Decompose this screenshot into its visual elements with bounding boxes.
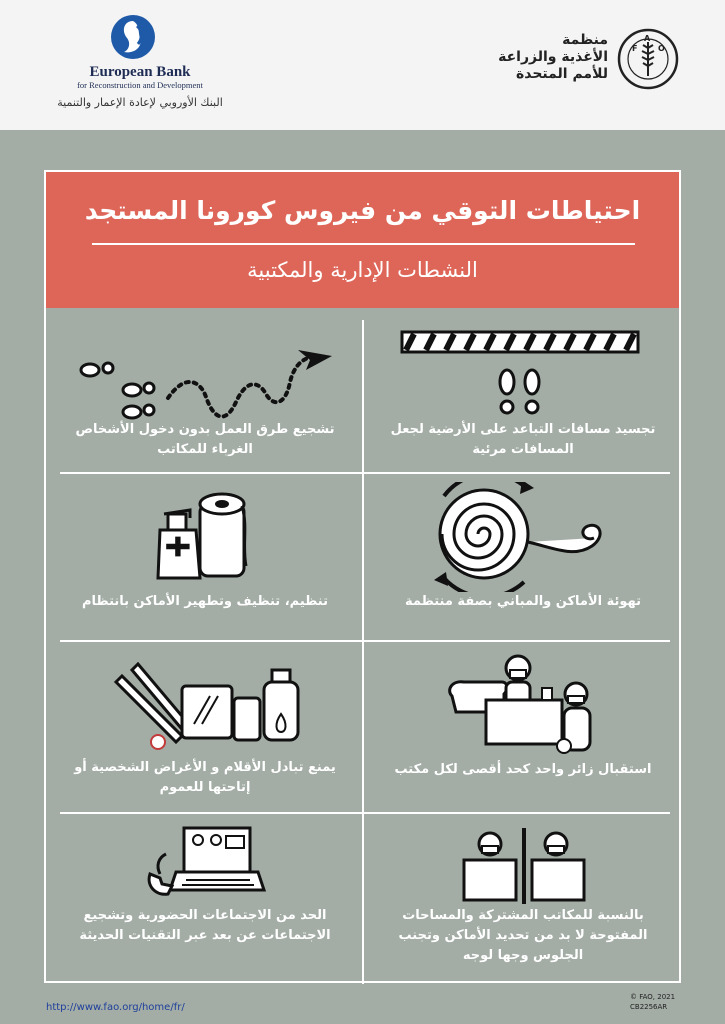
measure-caption: تجسيد مسافات التباعد على الأرضية لجعل المسافات مرئية xyxy=(390,422,656,457)
remote-meeting-laptop-phone-icon xyxy=(146,824,266,908)
fao-logo-letter-o: O xyxy=(658,44,665,53)
ebrd-logo-icon xyxy=(110,14,156,60)
fao-name xyxy=(488,32,608,83)
measure-caption: استقبال زائر واحد كحد أقصى لكل مكتب xyxy=(394,762,652,777)
measure-caption: تشجيع طرق العمل بدون دخول الأشخاص الغرباء للمكاتب xyxy=(75,422,335,457)
footer-url[interactable]: http://www.fao.org/home/fr/ xyxy=(46,1002,185,1013)
pens-devices-bottle-icon xyxy=(106,662,306,758)
page-title: احتياطات التوقي من فيروس كورونا المستجد xyxy=(84,196,641,225)
fao-name-line3: للأمم المتحدة xyxy=(515,66,608,82)
page-subtitle: النشطات الإدارية والمكتبية xyxy=(247,258,478,282)
ventilation-swirl-icon xyxy=(424,482,624,592)
copyright-text: © FAO, 2021 xyxy=(630,993,676,1001)
measure-cell-no-sharing xyxy=(46,642,362,810)
fao-logo-icon xyxy=(617,28,679,90)
floor-markings-footprints-icon xyxy=(400,330,640,430)
measure-cell-floor-distancing xyxy=(364,322,680,490)
fao-name-line1: منظمة xyxy=(562,32,608,48)
shared-office-divider-icon xyxy=(460,824,590,908)
measure-cell-shared-offices xyxy=(364,814,680,982)
ebrd-arabic-name: البنك الأوروبي لإعادة الإعمار والتنمية xyxy=(57,96,223,109)
title-divider xyxy=(92,243,635,245)
measure-cell-remote-meetings xyxy=(46,814,362,982)
ebrd-name: European Bank xyxy=(89,64,191,80)
measure-caption: الحد من الاجتماعات الحضورية وتشجيع الاجتماعات عن بعد عبر التقنيات الحديثة xyxy=(79,908,331,943)
measure-caption: تهوئة الأماكن والمباني بصفة منتظمة xyxy=(404,594,642,609)
measure-caption: تنظيم، تنظيف وتطهير الأماكن بانتظام xyxy=(82,594,328,609)
measure-cell-ventilation xyxy=(364,474,680,642)
measure-cell-cleaning xyxy=(46,474,362,642)
fao-logo-letter-f: F xyxy=(632,44,638,53)
measure-cell-one-visitor xyxy=(364,642,680,810)
measure-caption: يمنع تبادل الأقلام و الأغراض الشخصية أو إتاحتها للعموم xyxy=(74,760,336,795)
office-visitor-icon xyxy=(446,650,606,758)
fao-logo-letter-a: A xyxy=(644,34,651,43)
measure-caption: بالنسبة للمكاتب المشتركة والمساحات المفتوحة لا بد من تحديد الأماكن وتجنب الجلوس وجها لوجه xyxy=(398,908,648,963)
document-code: CB2256AR xyxy=(630,1003,668,1011)
footer-copyright xyxy=(630,992,710,1012)
header xyxy=(0,0,725,130)
title-band xyxy=(46,172,679,308)
ebrd-subtitle: for Reconstruction and Development xyxy=(77,80,203,90)
measure-cell-no-strangers xyxy=(46,322,362,490)
fao-name-line2: الأغذية والزراعة xyxy=(498,49,608,65)
spray-paper-towel-icon xyxy=(156,486,256,586)
